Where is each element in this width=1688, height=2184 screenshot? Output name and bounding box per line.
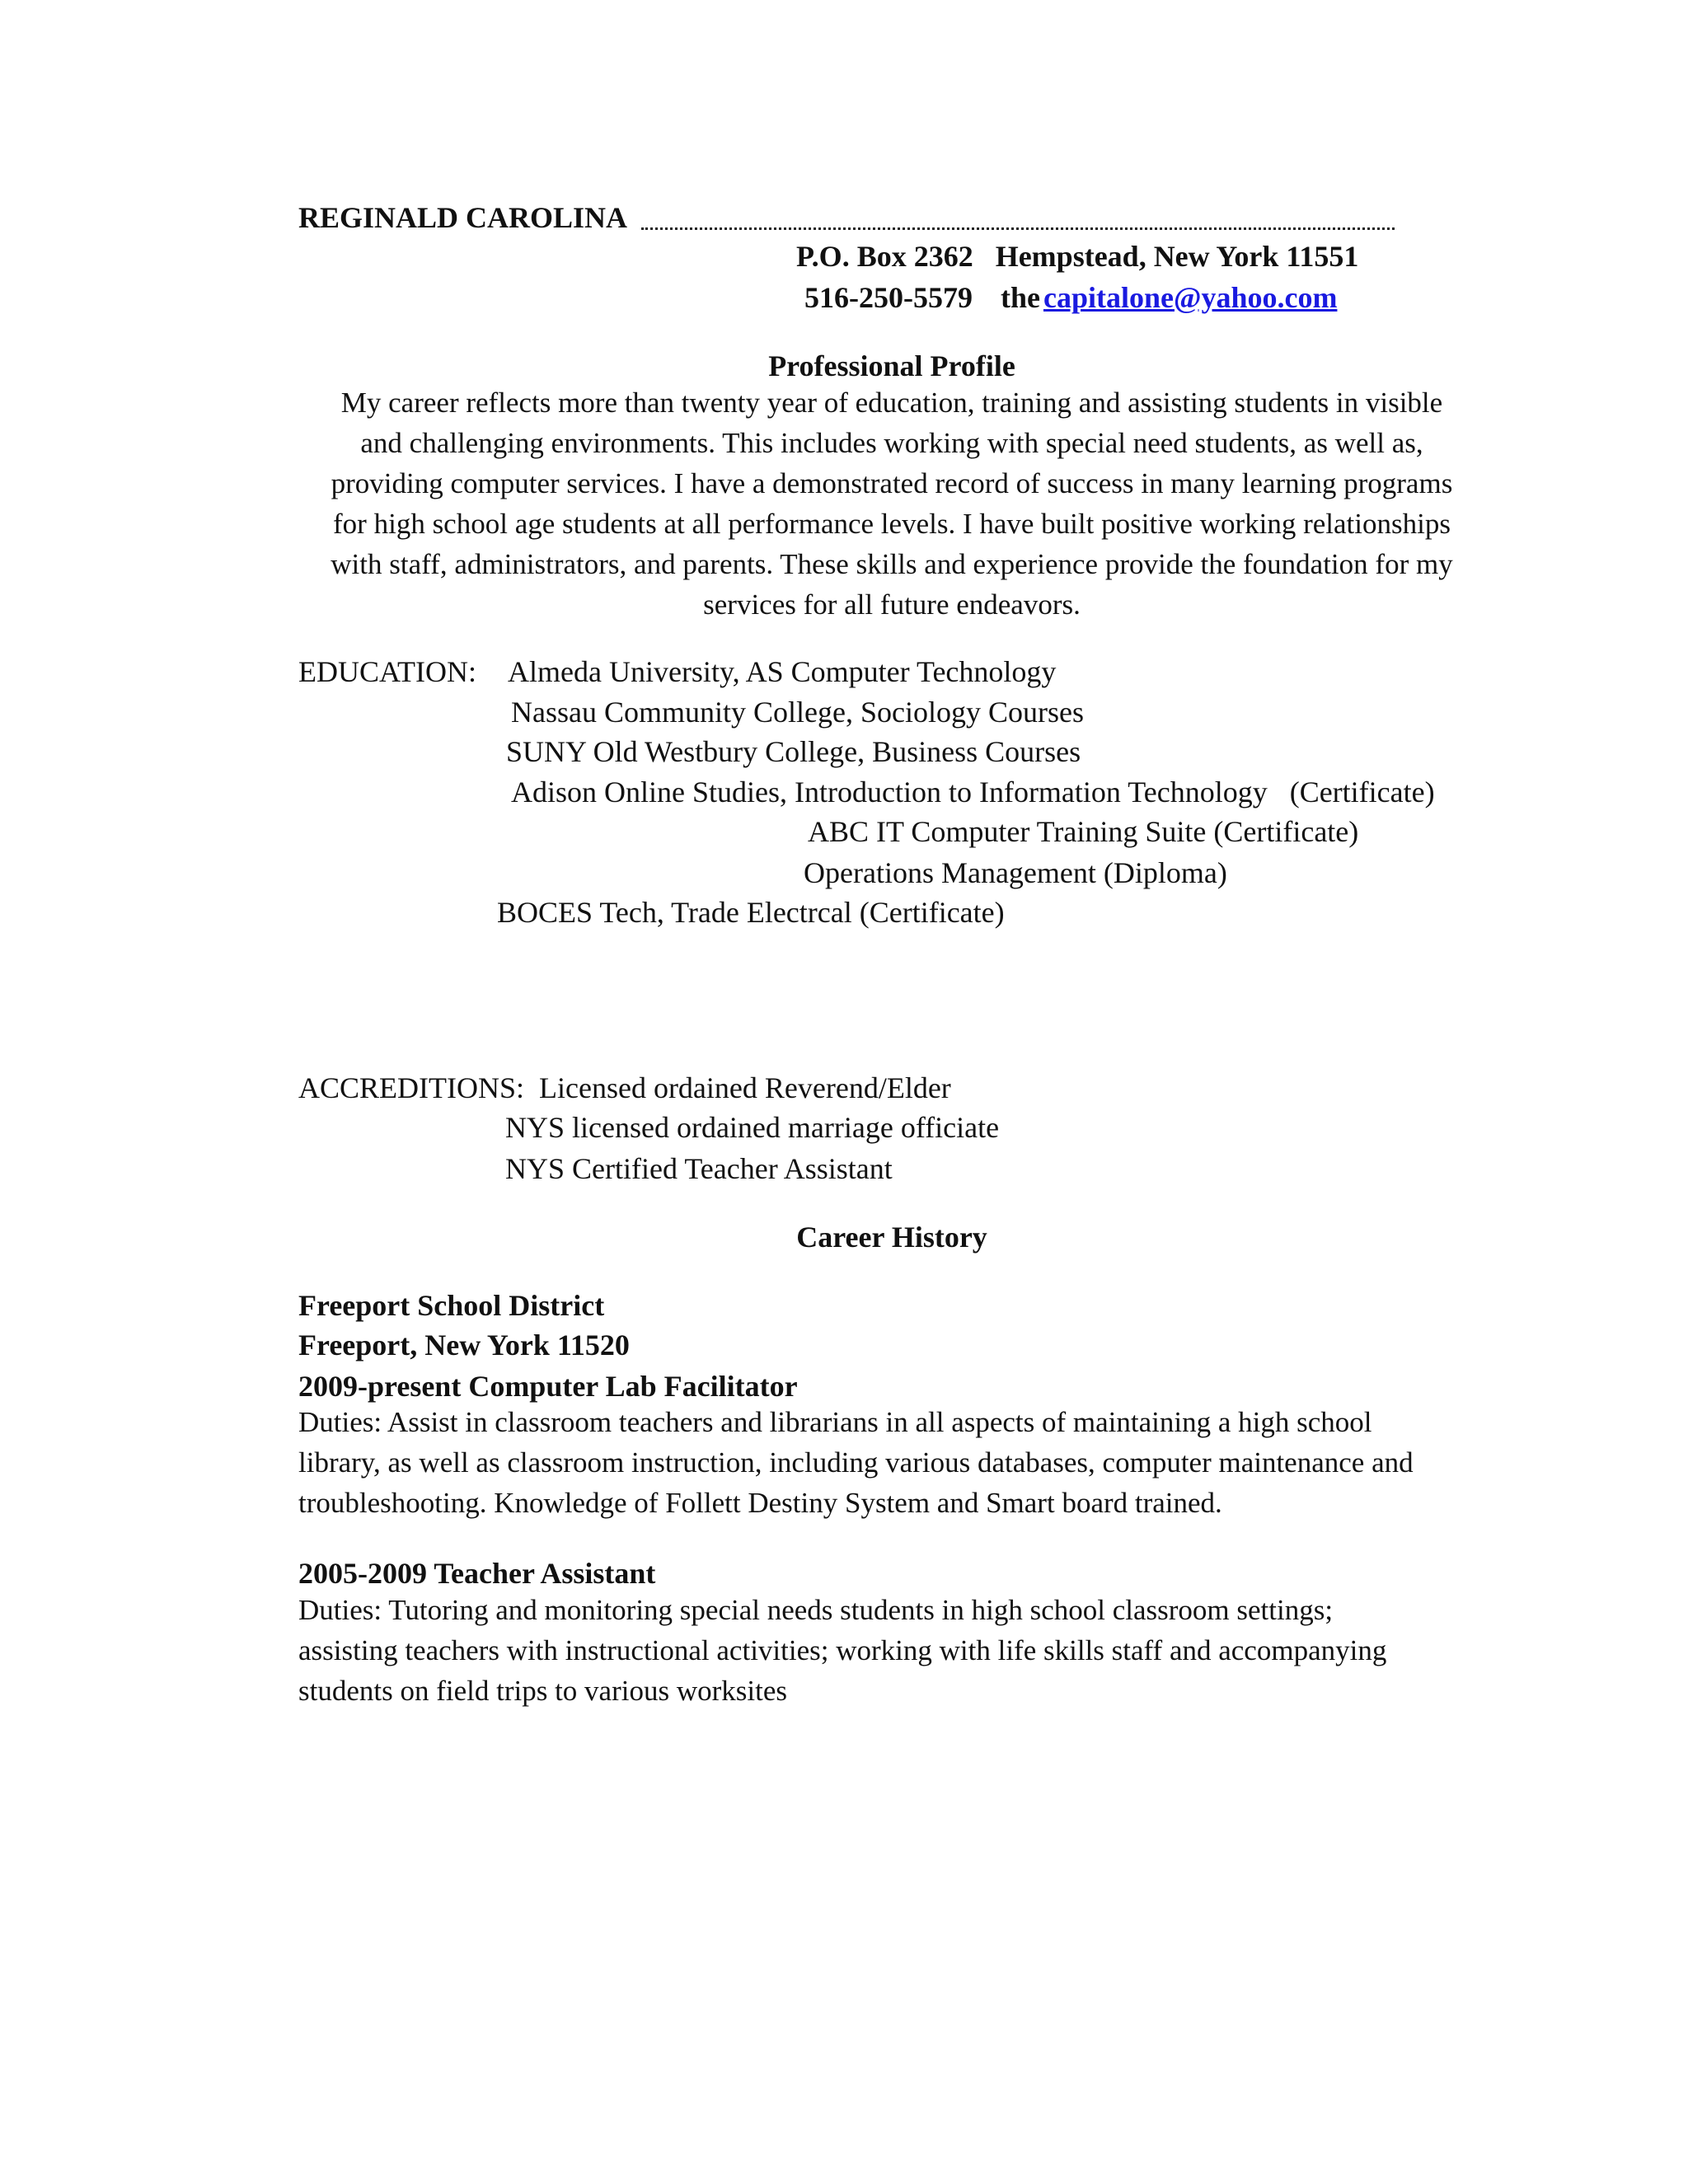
employer-name: Freeport School District: [298, 1289, 605, 1322]
profile-line: services for all future endeavors.: [703, 588, 1081, 621]
accreditions-label: ACCREDITIONS:: [298, 1071, 525, 1104]
job-duties: [298, 1402, 1485, 1523]
email-link[interactable]: capitalone@yahoo.com: [1043, 281, 1338, 314]
mailing-address: P.O. Box 2362 Hempstead, New York 11551: [796, 240, 1359, 273]
job-title: 2005-2009 Teacher Assistant: [298, 1557, 656, 1590]
duty-line: Duties: Assist in classroom teachers and librarians in all aspects of maintaining a high school: [298, 1406, 1372, 1438]
job-duties: [298, 1590, 1485, 1711]
profile-line: with staff, administrators, and parents. These skills and experience provide the foundation for my: [331, 548, 1453, 580]
education-entry: Almeda University, AS Computer Technology: [508, 655, 1057, 688]
email-prefix: the: [1000, 281, 1040, 314]
education-entry: Operations Management (Diploma): [804, 856, 1227, 889]
header-dotted-rule: [641, 227, 1395, 230]
duty-line: Duties: Tutoring and monitoring special needs students in high school classroom settings;: [298, 1594, 1334, 1626]
duty-line: assisting teachers with instructional activities; working with life skills staff and accompanying: [298, 1634, 1387, 1666]
accredition-entry: Licensed ordained Reverend/Elder: [539, 1071, 951, 1104]
applicant-name: REGINALD CAROLINA: [298, 201, 628, 234]
accredition-entry: NYS licensed ordained marriage officiate: [505, 1111, 1000, 1144]
education-entry: SUNY Old Westbury College, Business Courses: [506, 735, 1081, 768]
duty-line: students on field trips to various worksites: [298, 1675, 788, 1707]
accredition-entry: NYS Certified Teacher Assistant: [505, 1152, 893, 1185]
profile-heading: Professional Profile: [768, 349, 1015, 382]
education-label: EDUCATION:: [298, 655, 476, 688]
profile-paragraph: [298, 382, 1485, 625]
phone-number: 516-250-5579: [804, 281, 973, 314]
profile-line: My career reflects more than twenty year of education, training and assisting students in visible: [340, 387, 1443, 419]
contact-line: [804, 283, 1337, 312]
profile-line: for high school age students at all performance levels. I have built positive working relationships: [333, 508, 1451, 540]
job-title: 2009-present Computer Lab Facilitator: [298, 1370, 798, 1403]
career-heading: Career History: [796, 1221, 987, 1254]
education-entry: BOCES Tech, Trade Electrcal (Certificate): [497, 896, 1005, 929]
duty-line: library, as well as classroom instruction, including various databases, computer maintenance and: [298, 1446, 1414, 1479]
profile-line: providing computer services. I have a demonstrated record of success in many learning programs: [331, 467, 1453, 499]
profile-line: and challenging environments. This includes working with special need students, as well as,: [360, 427, 1423, 459]
education-entry: Adison Online Studies, Introduction to Information Technology (Certificate): [511, 776, 1435, 808]
education-entry: Nassau Community College, Sociology Courses: [511, 696, 1084, 729]
education-entry: ABC IT Computer Training Suite (Certificate): [808, 815, 1359, 848]
duty-line: troubleshooting. Knowledge of Follett Destiny System and Smart board trained.: [298, 1487, 1222, 1519]
employer-location: Freeport, New York 11520: [298, 1329, 630, 1361]
